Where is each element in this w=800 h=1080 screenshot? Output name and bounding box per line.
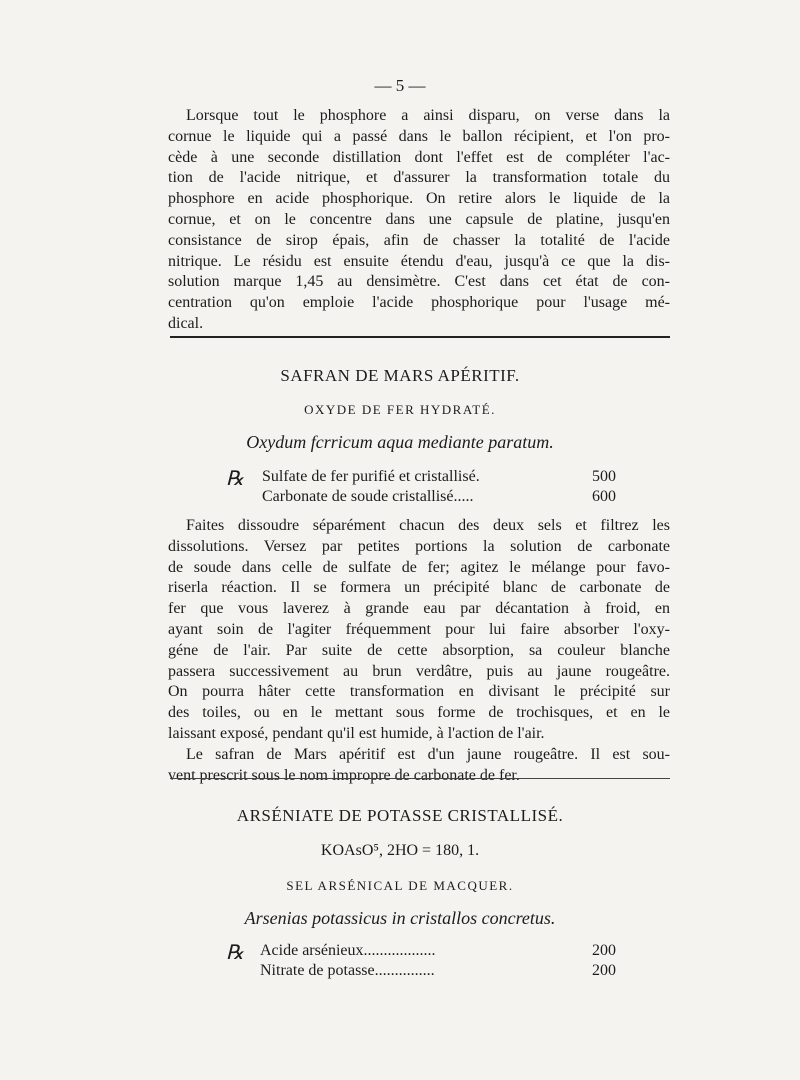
text-line: dissolutions. Versez par petites portions la solution de carbonate — [168, 537, 670, 555]
section-subtitle: SEL ARSÉNICAL DE MACQUER. — [286, 878, 514, 893]
text-line: nitrique. Le résidu est ensuite étendu d'eau, jusqu'à ce que la dis- — [168, 252, 670, 270]
ingredient-quantity: 200 — [592, 942, 616, 959]
text-line: cornue le liquide qui a passé dans le ballon récipient, et l'on pro- — [168, 127, 670, 145]
text-line: phosphore en acide phosphorique. On retire alors le liquide de la — [168, 190, 670, 208]
ingredient-name: Nitrate de potasse............... — [260, 962, 435, 979]
text-line: de soude dans celle de sulfate de fer; agitez le mélange pour favo- — [168, 558, 670, 576]
text-line: vent prescrit sous le nom impropre de carbonate de fer. — [168, 766, 520, 784]
paragraph-safran-instructions — [168, 516, 670, 786]
ingredient-quantity: 600 — [592, 488, 616, 505]
text-line: cède à une seconde distillation dont l'effet est de compléter l'ac- — [168, 148, 670, 166]
recipe-icon: ℞ — [226, 942, 244, 964]
page-number: — 5 — — [374, 76, 426, 95]
text-line: solution marque 1,45 au densimètre. C'est dans cet état de con- — [168, 273, 670, 291]
text-line: ayant soin de l'agiter fréquemment pour lui faire absorber l'oxy- — [168, 620, 670, 638]
text-line: dical. — [168, 314, 204, 332]
text-line: Faites dissoudre séparément chacun des deux sels et filtrez les — [186, 517, 670, 534]
ingredient-quantity: 500 — [592, 468, 616, 485]
text-line: tion de l'acide nitrique, et d'assurer la transformation totale du — [168, 169, 670, 187]
latin-name: Arsenias potassicus in cristallos concretus. — [244, 908, 556, 928]
text-line: passera successivement au brun verdâtre, puis au jaune rougeâtre. — [168, 662, 670, 680]
chemical-formula: KOAsO⁵, 2HO = 180, 1. — [320, 842, 480, 859]
ingredient-name: Carbonate de soude cristallisé..... — [262, 488, 474, 505]
ingredient-name: Acide arsénieux.................. — [260, 942, 436, 959]
section-title: ARSÉNIATE DE POTASSE CRISTALLISÉ. — [236, 806, 564, 825]
section-divider — [170, 336, 670, 338]
section-title: SAFRAN DE MARS APÉRITIF. — [280, 366, 520, 385]
text-line: Le safran de Mars apéritif est d'un jaune rougeâtre. Il est sou- — [186, 745, 670, 763]
text-line: des toiles, ou en le mettant sous forme de trochisques, et en le — [168, 704, 670, 722]
section-subtitle: OXYDE DE FER HYDRATÉ. — [304, 402, 496, 417]
recipe-icon: ℞ — [226, 468, 244, 490]
text-line: riserla réaction. Il se formera un précipité blanc de carbonate de — [168, 579, 670, 597]
text-line: fer que vous laverez à grande eau par décantation à froid, en — [168, 600, 670, 618]
ingredient-name: Sulfate de fer purifié et cristallisé. — [262, 468, 480, 485]
ingredient-quantity: 200 — [592, 962, 616, 979]
text-line: consistance de sirop épais, afin de chasser la totalité de l'acide — [168, 231, 670, 249]
text-line: laissant exposé, pendant qu'il est humide, à l'action de l'air. — [168, 724, 545, 742]
text-line: géne de l'air. Par suite de cette absorption, sa couleur blanche — [168, 641, 670, 659]
text-line: On pourra hâter cette transformation en divisant le précipité sur — [168, 683, 670, 701]
latin-name: Oxydum fcrricum aqua mediante paratum. — [246, 432, 554, 452]
section-divider — [170, 778, 670, 779]
text-line: cornue, et on le concentre dans une capsule de platine, jusqu'en — [168, 210, 670, 228]
paragraph-phosphoric-acid — [168, 106, 670, 335]
text-line: centration qu'on emploie l'acide phosphorique pour l'usage mé- — [168, 294, 670, 312]
text-line: Lorsque tout le phosphore a ainsi disparu, on verse dans la — [186, 107, 670, 124]
